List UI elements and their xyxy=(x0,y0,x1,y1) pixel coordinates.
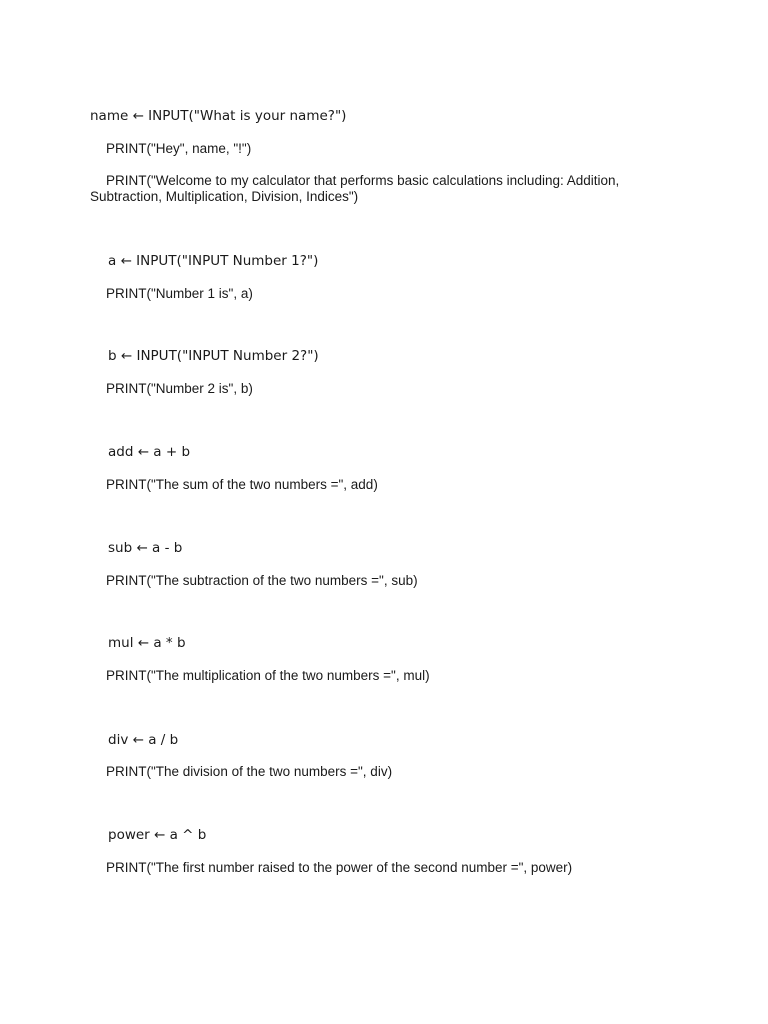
code-line-div: div ← a / b xyxy=(108,732,179,748)
code-line-name-input: name ← INPUT("What is your name?") xyxy=(90,108,347,124)
code-line-add: add ← a + b xyxy=(108,444,191,460)
code-line-print-subtraction: PRINT("The subtraction of the two numbers =", sub) xyxy=(106,573,418,588)
code-line-a-input: a ← INPUT("INPUT Number 1?") xyxy=(108,253,319,269)
code-line-mul: mul ← a * b xyxy=(108,635,186,651)
code-line-print-sum: PRINT("The sum of the two numbers =", add) xyxy=(106,477,378,492)
code-line-print-division: PRINT("The division of the two numbers =", div) xyxy=(106,764,393,779)
code-line-print-number1: PRINT("Number 1 is", a) xyxy=(106,286,253,301)
code-line-sub: sub ← a - b xyxy=(108,540,183,556)
code-line-print-power: PRINT("The first number raised to the power of the second number =", power) xyxy=(106,860,573,875)
code-line-print-welcome: PRINT("Welcome to my calculator that performs basic calculations including: Addition, Subtraction, Multiplication, Division, Indices") xyxy=(90,173,620,204)
code-line-power: power ← a ^ b xyxy=(108,827,207,843)
code-line-print-multiplication: PRINT("The multiplication of the two numbers =", mul) xyxy=(106,668,430,683)
code-line-b-input: b ← INPUT("INPUT Number 2?") xyxy=(108,348,319,364)
code-line-print-number2: PRINT("Number 2 is", b) xyxy=(106,381,253,396)
code-line-print-hey: PRINT("Hey", name, "!") xyxy=(106,141,252,156)
